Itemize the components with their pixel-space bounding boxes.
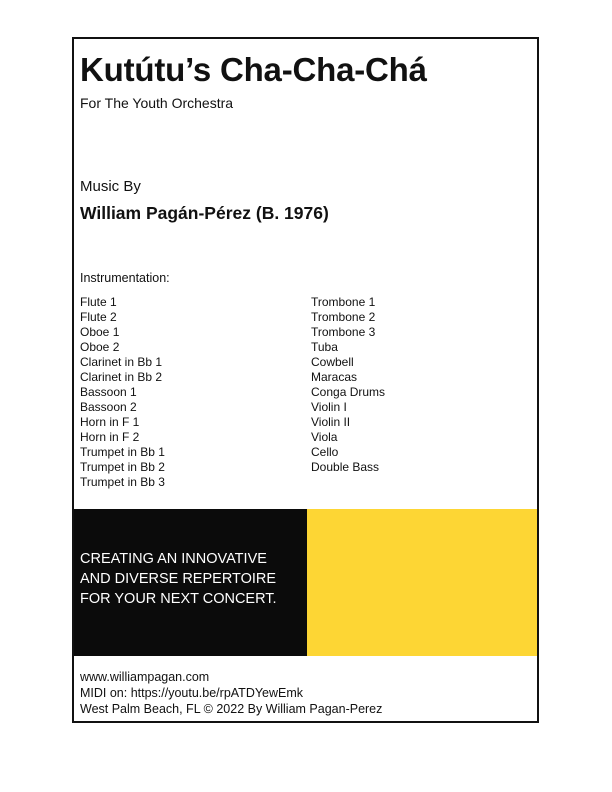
- instrument-item: Cello: [311, 445, 339, 459]
- yellow-accent-panel: [307, 509, 537, 656]
- music-by-label: Music By: [80, 178, 141, 195]
- instrument-item: Flute 2: [80, 310, 117, 324]
- instrument-item: Viola: [311, 430, 338, 444]
- tagline-text: [80, 549, 277, 609]
- instrument-item: Clarinet in Bb 2: [80, 370, 163, 384]
- instrument-item: Trombone 1: [311, 295, 376, 309]
- instrument-item: Trumpet in Bb 2: [80, 460, 165, 474]
- tagline-line: FOR YOUR NEXT CONCERT.: [80, 591, 277, 607]
- instrument-item: Trombone 3: [311, 325, 376, 339]
- instrument-item: Tuba: [311, 340, 338, 354]
- instrument-item: Clarinet in Bb 1: [80, 355, 163, 369]
- tagline-panel: [74, 509, 307, 656]
- score-subtitle: For The Youth Orchestra: [80, 95, 234, 111]
- instrument-item: Bassoon 1: [80, 385, 137, 399]
- instrument-item: Bassoon 2: [80, 400, 137, 414]
- instrument-item: Maracas: [311, 370, 358, 384]
- instrument-item: Trombone 2: [311, 310, 376, 324]
- footer-copyright: West Palm Beach, FL © 2022 By William Pagan-Perez: [80, 702, 383, 716]
- instrument-item: Trumpet in Bb 3: [80, 475, 165, 489]
- instrument-item: Cowbell: [311, 355, 354, 369]
- instrument-item: Trumpet in Bb 1: [80, 445, 165, 459]
- tagline-line: AND DIVERSE REPERTOIRE: [80, 571, 277, 587]
- instrument-item: Horn in F 1: [80, 415, 140, 429]
- composer-name: William Pagán-Pérez (B. 1976): [80, 203, 329, 223]
- footer-website[interactable]: www.williampagan.com: [80, 670, 210, 684]
- footer-midi-link[interactable]: MIDI on: https://youtu.be/rpATDYewEmk: [80, 686, 304, 700]
- footer: [80, 669, 382, 717]
- instrument-item: Oboe 1: [80, 325, 120, 339]
- instrument-item: Conga Drums: [311, 385, 386, 399]
- instrument-item: Flute 1: [80, 295, 117, 309]
- instrument-item: Violin I: [311, 400, 347, 414]
- instrument-item: Horn in F 2: [80, 430, 140, 444]
- instrument-item: Violin II: [311, 415, 351, 429]
- score-title: Kutútu’s Cha-Cha-Chá: [80, 51, 427, 88]
- instrument-list-right: [311, 295, 385, 475]
- instrument-item: Double Bass: [311, 460, 380, 474]
- instrument-list-left: [80, 295, 165, 490]
- instrument-item: Oboe 2: [80, 340, 120, 354]
- instrumentation-heading: Instrumentation:: [80, 271, 170, 285]
- cover-frame: [72, 37, 539, 723]
- tagline-line: CREATING AN INNOVATIVE: [80, 551, 267, 567]
